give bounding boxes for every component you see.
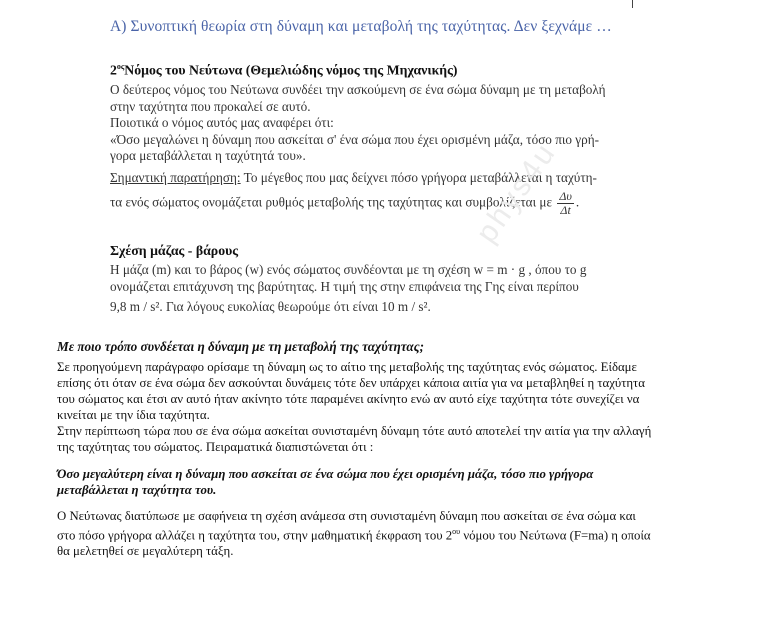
paragraph-line: Ο Νεύτωνας διατύπωσε με σαφήνεια τη σχέση ανάμεσα στη συνισταμένη δύναμη που ασκείται σε ένα σώμα και (57, 509, 636, 523)
law-line: γορα μεταβάλλεται η ταχύτητά του». (110, 148, 306, 163)
law-line: Ποιοτικά ο νόμος αυτός μας αναφέρει ότι: (110, 115, 334, 130)
section-question: Με ποιο τρόπο συνδέεται η δύναμη με τη μεταβολή της ταχύτητας; (57, 339, 425, 354)
law-line: Ο δεύτερος νόμος του Νεύτωνα συνδέει την ασκούμενη σε ένα σώμα δύναμη με τη μεταβολή (110, 82, 606, 97)
mass-weight-text (110, 262, 685, 316)
law-description (110, 82, 685, 217)
paragraph-line: στο πόσο γρήγορα αλλάζει η ταχύτητα του, στην μαθηματική έκφραση του $2^{o\upsilon}$ νόμου του Νεύτωνα (F=ma) η οποία (57, 527, 651, 543)
statement-line: μεταβάλλεται η ταχύτητα του. (57, 483, 217, 497)
paragraph-line: της ταχύτητας του σώματος. Πειραματικά διαπιστώνεται ότι : (57, 440, 374, 454)
rate-fraction: $\frac{\Delta\upsilon}{\Delta t}$ (559, 189, 572, 217)
section-heading: Α) Συνοπτική θεωρία στη δύναμη και μεταβολή της ταχύτητας. Δεν ξεχνάμε … (110, 18, 612, 35)
statement-line: Όσο μεγαλύτερη είναι η δύναμη που ασκείται σε ένα σώμα που έχει ορισμένη μάζα, τόσο πιο γρήγορα (57, 467, 594, 481)
mass-line: ονομάζεται επιτάχυνση της βαρύτητας. Η τιμή της στην επιφάνεια της Γης είναι περίπου (110, 278, 579, 294)
mass-weight-title: Σχέση μάζας - βάρους (110, 243, 239, 258)
law-line: «Όσο μεγαλώνει η δύναμη που ασκείται σ' ένα σώμα που έχει ορισμένη μάζα, τόσο πιο γρή- (110, 131, 599, 147)
paragraph-line: επίσης ότι όταν σε ένα σώμα δεν ασκούνται δυνάμεις τότε δεν υπάρχει κάποια αιτία για να μεταβληθεί η ταχύτητα (57, 376, 645, 390)
paragraph-line: Σε προηγούμενη παράγραφο ορίσαμε τη δύναμη ως το αίτιο της μεταβολής της ταχύτητας ενός σώματος. Είδαμε (57, 360, 637, 374)
key-statement (57, 466, 737, 498)
paragraph-line: του σώματος και έτσι αν αυτό ήταν ακίνητο τότε παραμένει ακίνητο ενώ αν αυτό είχε ταχύτητα τότε συνεχίζει να (57, 392, 640, 406)
paragraph-line: Στην περίπτωση τώρα που σε ένα σώμα ασκείται συνισταμένη δύναμη τότε αυτό αποτελεί την αιτία για την αλλαγή (57, 424, 652, 438)
newton-paragraph (57, 508, 737, 559)
law-title: $2^{o\varsigma}Nό\mu o\varsigma$ του Νεύτωνα (Θεμελιώδης νόμος της Μηχανικής) (110, 62, 458, 78)
mass-line: 9,8 m / s². Για λόγους ευκολίας θεωρούμε ότι είναι 10 m / s². (110, 299, 431, 314)
watermark: phys4u (470, 136, 563, 249)
law-line: στην ταχύτητα που προκαλεί σε αυτό. (110, 98, 311, 114)
mass-line: Η μάζα (m) και το βάρος (w) ενός σώματος συνδέονται με τη σχέση w = m · g , όπου το g (110, 262, 587, 277)
important-note: Σημαντική παρατήρηση: Το μέγεθος που μας δείχνει πόσο γρήγορα μεταβάλλεται η ταχύτη- (110, 169, 597, 185)
explanation-paragraph (57, 359, 737, 455)
paragraph-line: κινείται με την ίδια ταχύτητα. (57, 408, 210, 422)
paragraph-line: θα μελετηθεί σε μεγαλύτερη τάξη. (57, 544, 234, 559)
top-margin-mark (632, 0, 633, 8)
rate-definition: τα ενός σώματος ονομάζεται ρυθμός μεταβολής της ταχύτητας και συμβολίζεται με $\frac{\Delta\upsilon}{\Delta t}$ . (110, 189, 580, 217)
